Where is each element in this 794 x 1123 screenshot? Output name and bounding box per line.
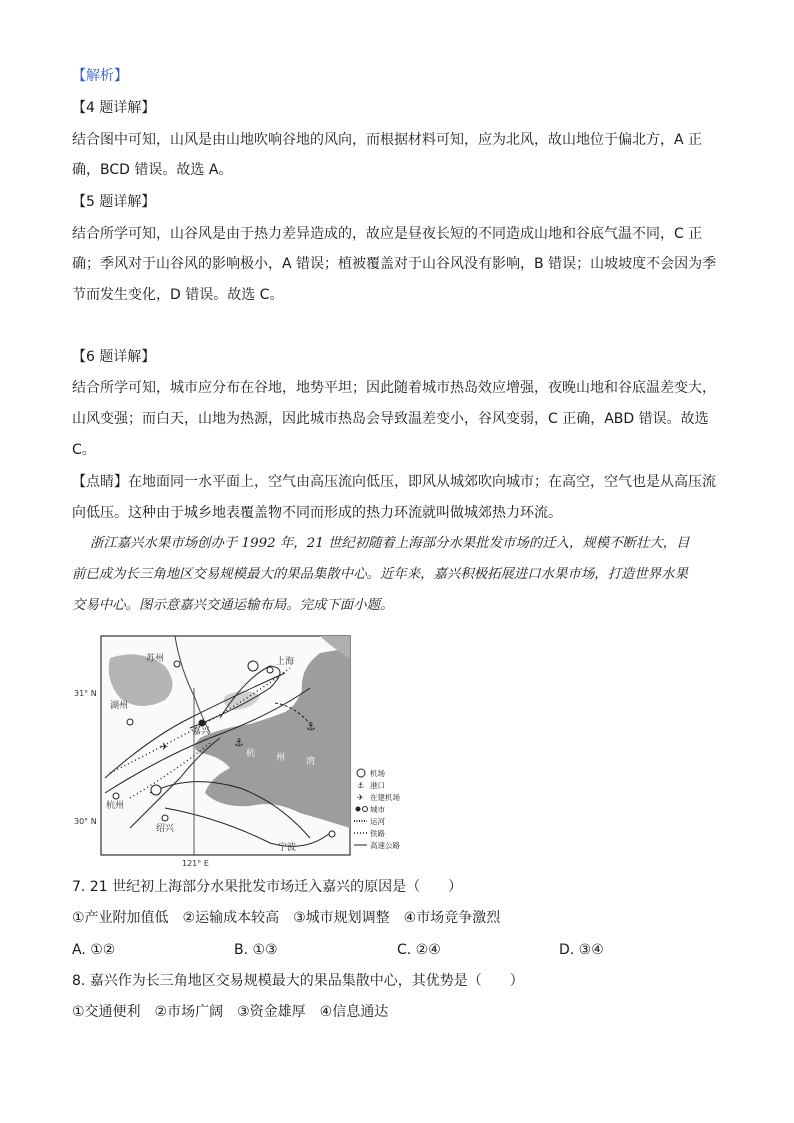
airport-icon — [248, 661, 258, 671]
label-bay-2: 州 — [276, 753, 286, 763]
label-bay-3: 湾 — [306, 757, 316, 767]
material-line-1: 浙江嘉兴水果市场创办于 1992 年，21 世纪初随着上海部分水果批发市场的迁入，规模不断壮大，目 — [90, 536, 690, 551]
q7-option-b[interactable]: B. ①③ — [234, 942, 278, 958]
label-shaoxing: 绍兴 — [156, 824, 175, 834]
q4-line-2: 确，BCD 错误。故选 A。 — [72, 162, 233, 178]
huzhou-marker — [127, 719, 133, 725]
port-icon: ⚓ — [306, 720, 316, 733]
legend-canal: 运河 — [370, 817, 385, 826]
q6-line-2: 山风变强；而白天，山地为热源，因此城市热岛会导致温差变小，谷风变弱，C 正确，ABD 错误。故选 — [72, 411, 709, 427]
map-legend — [354, 768, 400, 850]
label-ningbo: 宁波 — [278, 843, 297, 853]
comment-line-2: 向低压。这种由于城乡地表覆盖物不同而形成的热力环流就叫做城郊热力环流。 — [72, 505, 562, 521]
jiaxing-transport-map — [70, 628, 420, 870]
lat-31n: 31° N — [74, 689, 97, 698]
q4-heading: 【4 题详解】 — [72, 100, 156, 116]
material-line-3: 交易中心。图示意嘉兴交通运输布局。完成下面小题。 — [72, 598, 394, 613]
q7-option-a[interactable]: A. ①② — [72, 942, 116, 958]
legend-rail: 铁路 — [370, 829, 385, 838]
comment-label: 【点睛】 — [72, 474, 128, 490]
q7-choices: ①产业附加值低 ②运输成本较高 ③城市规划调整 ④市场竞争激烈 — [72, 910, 501, 926]
label-suzhou: 苏州 — [146, 654, 165, 664]
legend-city-icon — [363, 807, 368, 812]
q8-choices: ①交通便利 ②市场广阔 ③资金雄厚 ④信息通达 — [72, 1004, 389, 1020]
q8-stem: 8. 嘉兴作为长三角地区交易规模最大的果品集散中心，其优势是（ ） — [72, 973, 524, 989]
comment-text-1: 在地面同一水平面上，空气由高压流向低压，即风从城郊吹向城市；在高空，空气也是从高压流 — [128, 474, 716, 490]
legend-port: 港口 — [370, 781, 385, 790]
legend-airport-icon — [357, 769, 365, 777]
label-jiaxing: 嘉兴 — [192, 727, 211, 737]
label-hangzhou: 杭州 — [106, 801, 125, 811]
q5-line-3: 节而发生变化，D 错误。故选 C。 — [72, 287, 284, 303]
q6-line-3: C。 — [72, 442, 96, 458]
label-huzhou: 湖州 — [110, 701, 129, 711]
legend-city: 城市 — [370, 805, 385, 814]
q7-option-c[interactable]: C. ②④ — [397, 942, 441, 958]
q5-line-1: 结合所学可知，山谷风是由于热力差异造成的，故应是昼夜长短的不同造成山地和谷底气温不同，C 正 — [72, 226, 703, 242]
legend-airport: 机场 — [370, 769, 385, 778]
q6-heading: 【6 题详解】 — [72, 349, 156, 365]
q7-stem: 7. 21 世纪初上海部分水果批发市场迁入嘉兴的原因是（ ） — [72, 879, 463, 895]
q6-line-1: 结合所学可知，城市应分布在谷地，地势平坦；因此随着城市热岛效应增强，夜晚山地和谷底温差变大， — [72, 380, 716, 396]
shanghai-marker — [267, 667, 273, 673]
label-shanghai: 上海 — [276, 657, 295, 667]
hangzhou-marker — [113, 793, 119, 799]
suzhou-marker — [174, 661, 180, 667]
shaoxing-marker — [162, 815, 168, 821]
q5-heading: 【5 题详解】 — [72, 194, 156, 210]
legend-port-icon: ⚓ — [357, 781, 365, 790]
material-line-2: 前已成为长三角地区交易规模最大的果品集散中心。近年来，嘉兴积极拓展进口水果市场，打造世界水果 — [72, 567, 688, 582]
legend-city-icon — [356, 807, 361, 812]
legend-construction-icon: ✈ — [357, 793, 364, 802]
jiaxing-marker — [199, 720, 206, 727]
legend-construction-airport: 在建机场 — [370, 793, 400, 802]
q4-line-1: 结合图中可知，山风是由山地吹响谷地的风向，而根据材料可知，应为北风，故山地位于偏北方，A 正 — [72, 132, 703, 148]
airport-icon — [151, 785, 161, 795]
construction-airport-icon: ✈ — [160, 742, 169, 753]
q5-line-2: 确；季风对于山谷风的影响极小，A 错误；植被覆盖对于山谷风没有影响，B 错误；山坡坡度不会因为季 — [72, 256, 717, 272]
label-bay-1: 杭 — [246, 749, 256, 759]
comment-line-1 — [72, 472, 722, 492]
analysis-heading: 【解析】 — [72, 68, 128, 84]
port-icon: ⚓ — [234, 736, 244, 749]
legend-highway: 高速公路 — [370, 841, 400, 850]
lon-121e: 121° E — [182, 859, 209, 868]
q7-option-d[interactable]: D. ③④ — [559, 942, 604, 958]
ningbo-marker — [329, 831, 335, 837]
lat-30n: 30° N — [74, 817, 97, 826]
